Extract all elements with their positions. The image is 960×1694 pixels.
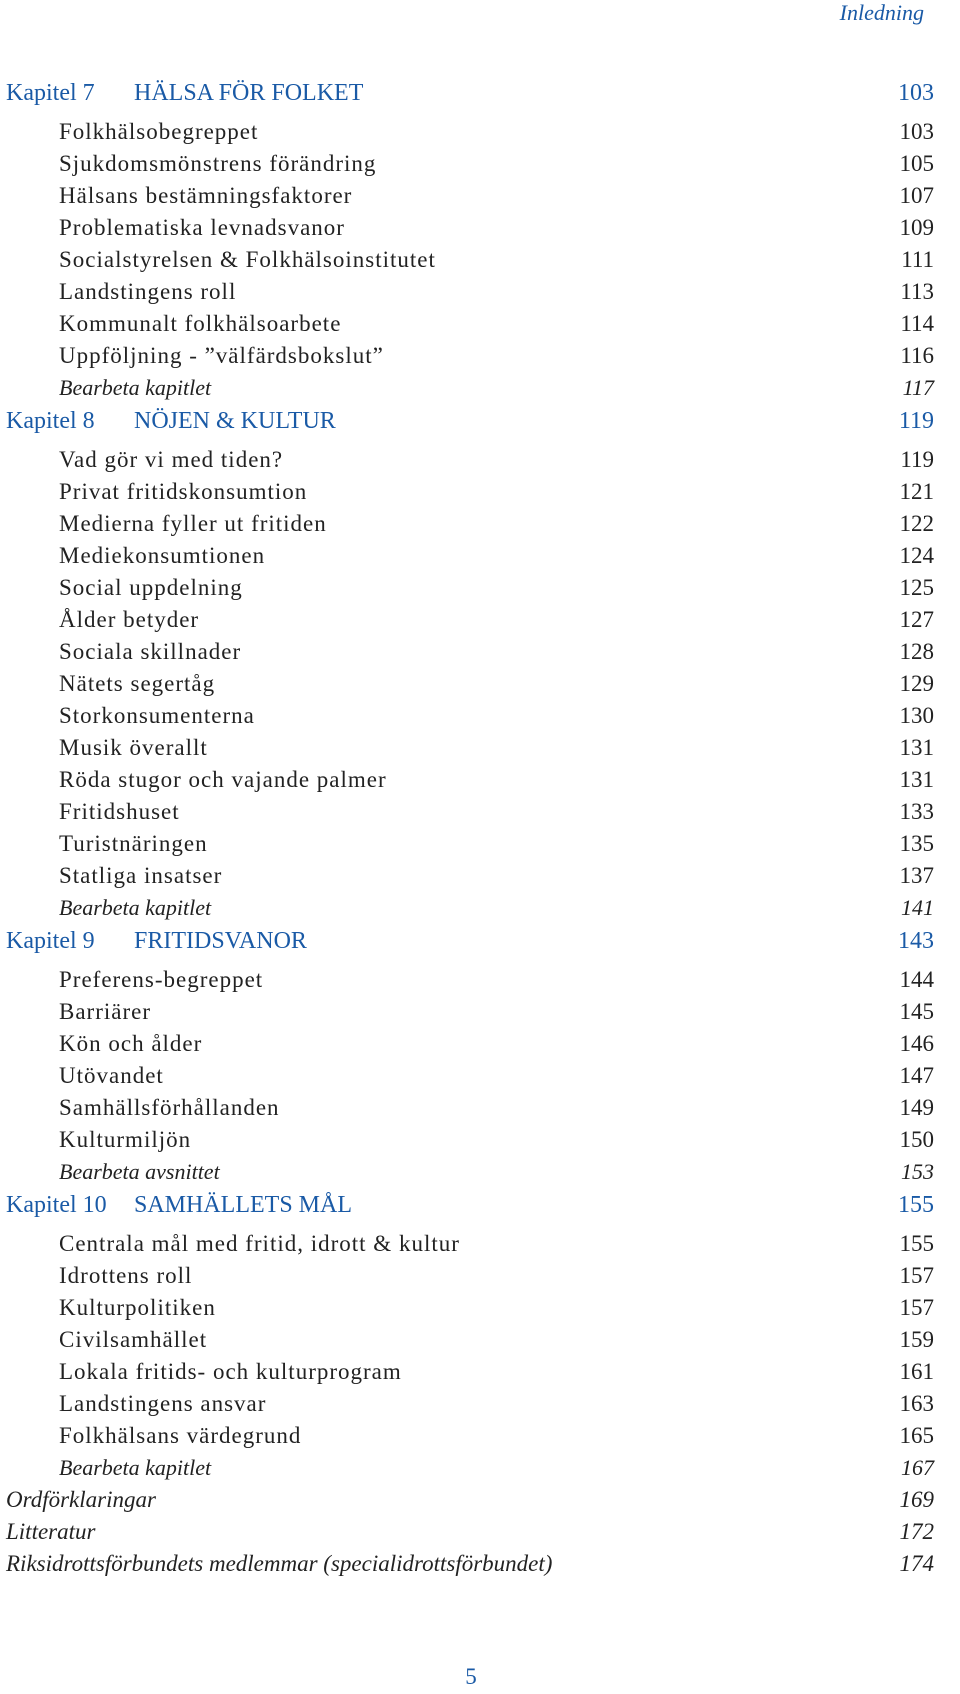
entry-page: 153 [901,1159,934,1184]
entry-page: 116 [900,343,934,368]
toc-exercise-entry[interactable] [6,1452,934,1484]
toc-entry[interactable] [6,668,934,700]
entry-page: 146 [899,1031,934,1056]
entry-label: Centrala mål med fritid, idrott & kultur [59,1231,460,1256]
toc-entry[interactable] [6,700,934,732]
entry-label: Vad gör vi med tiden? [59,447,284,472]
entry-label: Hälsans bestämningsfaktorer [59,183,353,208]
entry-page: 135 [899,831,934,856]
entry-page: 149 [899,1095,934,1120]
entry-label: Turistnäringen [59,831,208,856]
toc-entry[interactable] [6,572,934,604]
entry-page: 161 [899,1359,934,1384]
entry-label: Kommunalt folkhälsoarbete [59,311,342,336]
chapter-number: Kapitel 9 [6,928,95,954]
entry-page: 117 [902,375,934,400]
entry-label: Musik överallt [59,735,208,760]
toc-entry[interactable] [6,340,934,372]
chapter-page: 119 [898,408,934,434]
entry-label: Storkonsumenterna [59,703,255,728]
entry-page: 121 [899,479,934,504]
entry-label: Kön och ålder [59,1031,203,1056]
entry-page: 157 [899,1295,934,1320]
entry-page: 174 [899,1551,934,1576]
toc-entry[interactable] [6,116,934,148]
toc-entry[interactable] [6,1060,934,1092]
entry-label: Uppföljning - ”välfärdsbokslut” [59,343,384,368]
table-of-contents [6,76,934,1580]
running-head: Inledning [839,0,924,25]
toc-entry[interactable] [6,1356,934,1388]
entry-page: 131 [899,767,934,792]
entry-label: Sociala skillnader [59,639,242,664]
toc-entry[interactable] [6,964,934,996]
entry-label: Samhällsförhållanden [59,1095,280,1120]
entry-label: Lokala fritids- och kulturprogram [59,1359,402,1384]
entry-page: 155 [899,1231,934,1256]
toc-entry[interactable] [6,1324,934,1356]
entry-page: 133 [899,799,934,824]
chapter-page: 103 [898,80,934,106]
entry-page: 124 [899,543,934,568]
toc-exercise-entry[interactable] [6,892,934,924]
chapter-page: 143 [898,928,934,954]
toc-entry[interactable] [6,860,934,892]
toc-entry[interactable] [6,1388,934,1420]
entry-page: 144 [899,967,934,992]
chapter-heading[interactable] [6,1188,934,1222]
entry-page: 125 [899,575,934,600]
toc-backmatter-entry[interactable] [6,1516,934,1548]
entry-label: Riksidrottsförbundets medlemmar (specialidrottsförbundet) [6,1551,553,1576]
toc-entry[interactable] [6,996,934,1028]
entry-label: Landstingens ansvar [59,1391,267,1416]
toc-entry[interactable] [6,444,934,476]
entry-page: 111 [901,247,934,272]
entry-page: 113 [900,279,934,304]
entry-page: 103 [899,119,934,144]
toc-entry[interactable] [6,244,934,276]
entry-label: Folkhälsans värdegrund [59,1423,302,1448]
entry-page: 145 [899,999,934,1024]
entry-label: Problematiska levnadsvanor [59,215,345,240]
chapter-title: FRITIDSVANOR [134,928,307,954]
chapter-title: HÄLSA FÖR FOLKET [134,80,364,106]
entry-label: Folkhälsobegreppet [59,119,259,144]
entry-label: Idrottens roll [59,1263,193,1288]
entry-page: 167 [901,1455,934,1480]
toc-entry[interactable] [6,1124,934,1156]
entry-label: Bearbeta avsnittet [59,1159,220,1184]
entry-label: Mediekonsumtionen [59,543,266,568]
toc-entry[interactable] [6,1028,934,1060]
entry-page: 169 [899,1487,934,1512]
chapter-heading[interactable] [6,924,934,958]
chapter-heading[interactable] [6,76,934,110]
entry-label: Sjukdomsmönstrens förändring [59,151,377,176]
toc-entry[interactable] [6,540,934,572]
entry-label: Bearbeta kapitlet [59,895,212,920]
toc-entry[interactable] [6,476,934,508]
entry-label: Nätets segertåg [59,671,216,696]
toc-entry[interactable] [6,308,934,340]
toc-entry[interactable] [6,1292,934,1324]
entry-label: Ordförklaringar [6,1487,156,1512]
toc-entry[interactable] [6,148,934,180]
entry-page: 165 [899,1423,934,1448]
entry-label: Litteratur [6,1519,96,1544]
chapter-number: Kapitel 10 [6,1192,107,1218]
toc-exercise-entry[interactable] [6,1156,934,1188]
toc-entry[interactable] [6,764,934,796]
entry-page: 128 [899,639,934,664]
toc-backmatter-entry[interactable] [6,1548,934,1580]
entry-page: 157 [899,1263,934,1288]
entry-page: 172 [899,1519,934,1544]
chapter-title: NÖJEN & KULTUR [134,408,336,434]
entry-label: Ålder betyder [59,607,200,632]
toc-entry[interactable] [6,180,934,212]
toc-entry[interactable] [6,1228,934,1260]
toc-entry[interactable] [6,1092,934,1124]
toc-entry[interactable] [6,508,934,540]
toc-entry[interactable] [6,636,934,668]
entry-page: 114 [900,311,934,336]
toc-exercise-entry[interactable] [6,372,934,404]
toc-entry[interactable] [6,276,934,308]
entry-page: 147 [899,1063,934,1088]
entry-label: Privat fritidskonsumtion [59,479,308,504]
entry-page: 119 [900,447,934,472]
entry-label: Kulturpolitiken [59,1295,216,1320]
toc-entry[interactable] [6,212,934,244]
entry-label: Statliga insatser [59,863,223,888]
toc-entry[interactable] [6,1420,934,1452]
entry-page: 105 [899,151,934,176]
chapter-title: SAMHÄLLETS MÅL [134,1192,353,1218]
chapter-heading[interactable] [6,404,934,438]
entry-label: Barriärer [59,999,151,1024]
entry-page: 122 [899,511,934,536]
entry-label: Landstingens roll [59,279,237,304]
entry-label: Social uppdelning [59,575,243,600]
toc-entry[interactable] [6,604,934,636]
page-number: 5 [465,1664,477,1689]
chapter-number: Kapitel 7 [6,80,95,106]
entry-page: 127 [899,607,934,632]
entry-page: 141 [901,895,934,920]
entry-page: 109 [899,215,934,240]
toc-entry[interactable] [6,796,934,828]
entry-page: 137 [899,863,934,888]
entry-label: Utövandet [59,1063,164,1088]
chapter-number: Kapitel 8 [6,408,95,434]
toc-backmatter-entry[interactable] [6,1484,934,1516]
entry-page: 150 [899,1127,934,1152]
entry-label: Kulturmiljön [59,1127,192,1152]
entry-label: Civilsamhället [59,1327,208,1352]
toc-entry[interactable] [6,1260,934,1292]
entry-page: 107 [899,183,934,208]
entry-label: Preferens-begreppet [59,967,264,992]
chapter-page: 155 [898,1192,934,1218]
entry-label: Bearbeta kapitlet [59,1455,212,1480]
entry-page: 129 [899,671,934,696]
toc-entry[interactable] [6,732,934,764]
entry-label: Bearbeta kapitlet [59,375,212,400]
entry-label: Röda stugor och vajande palmer [59,767,387,792]
entry-page: 163 [899,1391,934,1416]
entry-page: 131 [899,735,934,760]
toc-entry[interactable] [6,828,934,860]
entry-label: Socialstyrelsen & Folkhälsoinstitutet [59,247,436,272]
entry-label: Medierna fyller ut fritiden [59,511,327,536]
entry-page: 130 [899,703,934,728]
entry-page: 159 [899,1327,934,1352]
entry-label: Fritidshuset [59,799,180,824]
